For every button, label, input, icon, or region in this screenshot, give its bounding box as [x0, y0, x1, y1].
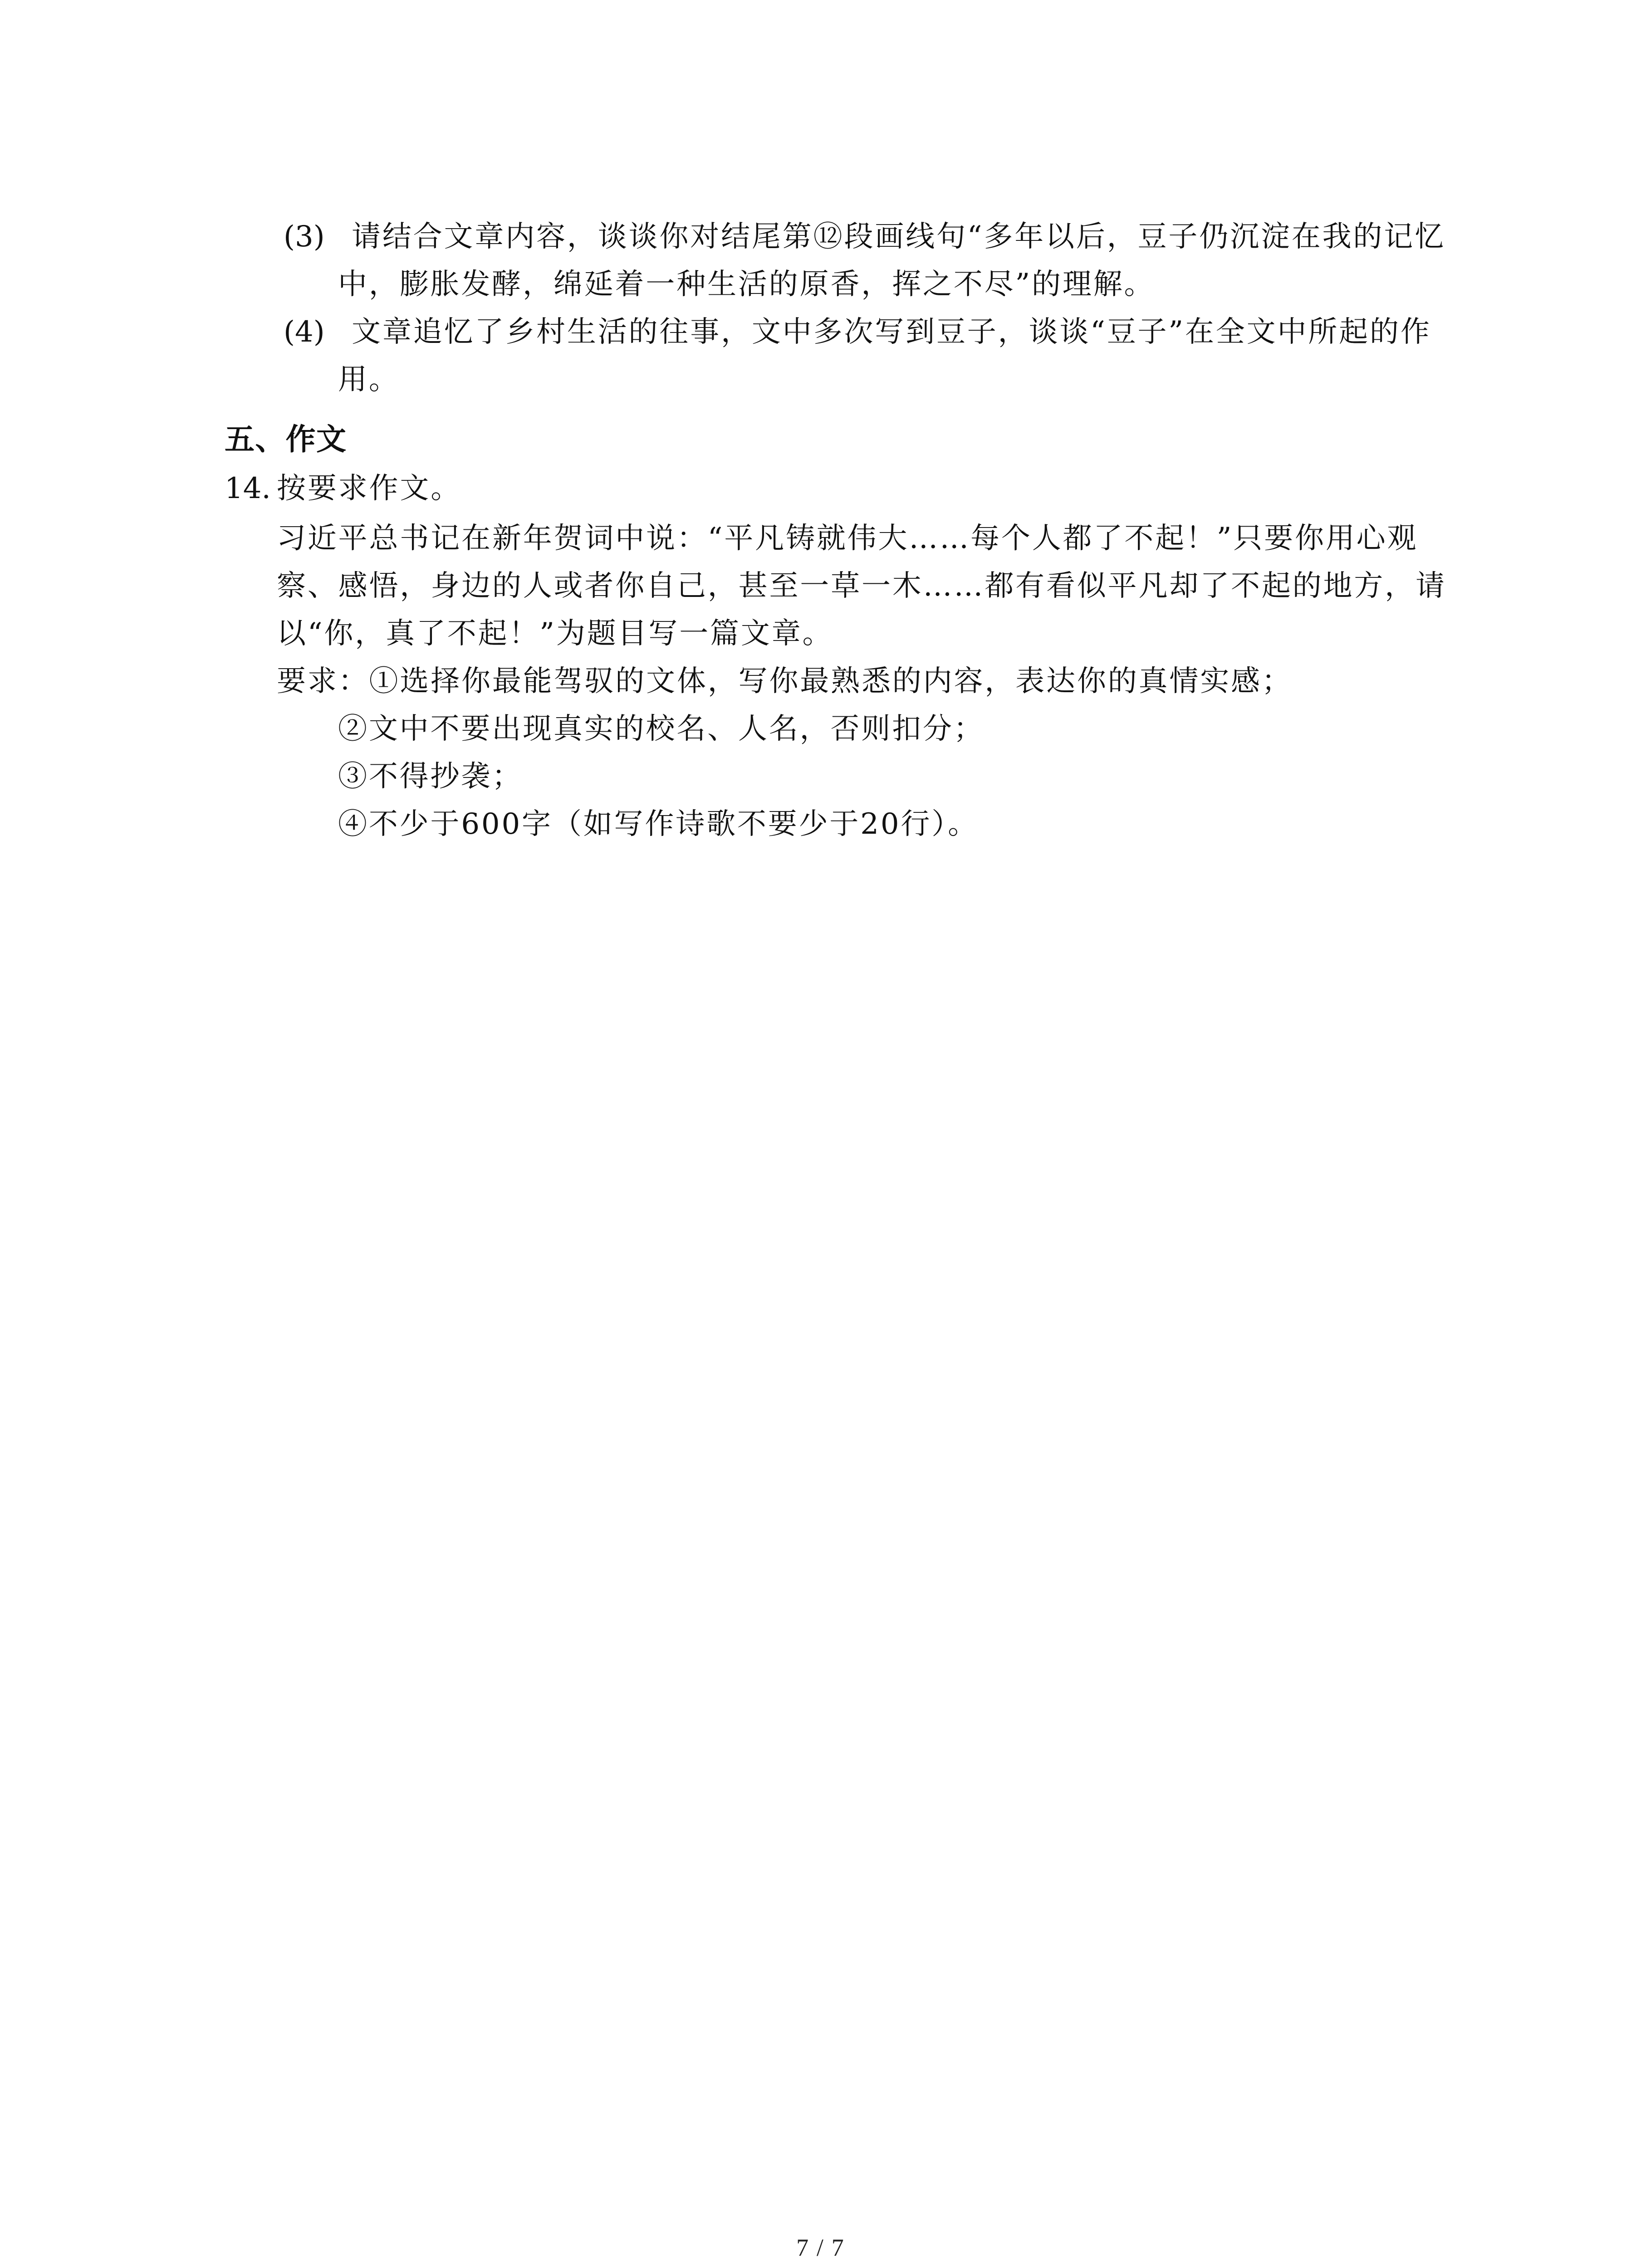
requirement-1: ①选择你最能驾驭的文体，写你最熟悉的内容，表达你的真情实感；: [369, 665, 1293, 698]
question-3-line-2: 中，膨胀发酵，绵延着一种生活的原香，挥之不尽”的理解。: [338, 268, 1155, 301]
composition-paragraph-line-1: 习近平总书记在新年贺词中说：“平凡铸就伟大……每个人都了不起！”只要你用心观: [277, 522, 1418, 555]
requirement-4: ④不少于600字（如写作诗歌不要少于20行）。: [338, 807, 979, 841]
question-4-line-1: (4) 文章追忆了乡村生活的往事，文中多次写到豆子，谈谈“豆子”在全文中所起的作: [284, 315, 1431, 349]
question-3-number: (3): [284, 220, 325, 254]
requirement-2: ②文中不要出现真实的校名、人名，否则扣分；: [338, 712, 985, 746]
requirements-label: 要求：: [277, 665, 369, 698]
question-4-number: (4): [284, 315, 325, 349]
question-14-number: 14.: [225, 472, 271, 505]
requirement-3: ③不得抄袭；: [338, 760, 523, 793]
question-14-prompt: 按要求作文。: [277, 472, 462, 505]
composition-paragraph-line-2: 察、感悟，身边的人或者你自己，甚至一草一木……都有看似平凡却了不起的地方，请: [277, 569, 1446, 603]
composition-paragraph-line-3: 以“你，真了不起！”为题目写一篇文章。: [277, 617, 833, 650]
page-number: 7 / 7: [796, 2234, 845, 2261]
question-3-line-1: (3) 请结合文章内容，谈谈你对结尾第⑫段画线句“多年以后，豆子仍沉淀在我的记忆: [284, 220, 1445, 254]
requirement-line-1: [277, 667, 1293, 696]
section-title-composition: 五、作文: [225, 421, 347, 457]
question-14-heading: [225, 474, 461, 503]
question-4-line-2: 用。: [338, 363, 400, 396]
